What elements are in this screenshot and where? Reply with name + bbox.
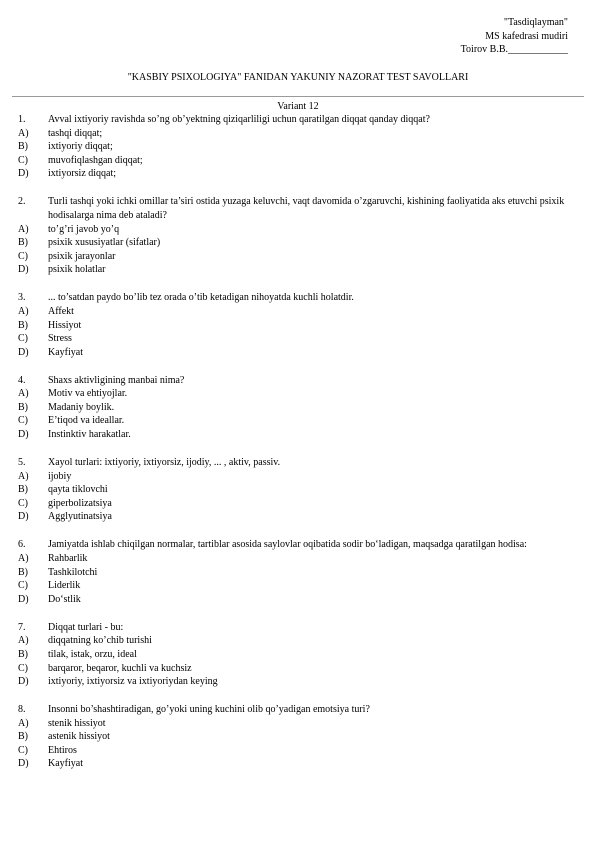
option-text: Do‘stlik xyxy=(48,593,81,605)
question-number: 7. xyxy=(18,621,26,633)
option-text: ixtiyoriy diqqat; xyxy=(48,141,113,153)
option-text: qayta tiklovchi xyxy=(48,484,108,496)
approval-label: "Tasdiqlayman" xyxy=(503,17,568,28)
answer-option xyxy=(18,250,578,264)
option-letter: A) xyxy=(18,470,29,482)
question-line xyxy=(18,195,578,222)
option-letter: D) xyxy=(18,758,29,770)
question-line xyxy=(18,621,578,635)
option-letter: B) xyxy=(18,237,28,249)
answer-option xyxy=(18,236,578,250)
option-text: Stress xyxy=(48,333,72,345)
option-letter: D) xyxy=(18,593,29,605)
option-letter: B) xyxy=(18,731,28,743)
option-text: barqaror, beqaror, kuchli va kuchsiz xyxy=(48,662,192,674)
option-letter: B) xyxy=(18,401,28,413)
question-line xyxy=(18,538,578,552)
option-text: Motiv va ehtiyojlar. xyxy=(48,388,128,400)
answer-option xyxy=(18,154,578,168)
option-text: Kayfiyat xyxy=(48,346,83,358)
option-letter: D) xyxy=(18,264,29,276)
option-text: Ehtiros xyxy=(48,744,77,756)
answer-option xyxy=(18,332,578,346)
option-letter: D) xyxy=(18,168,29,180)
option-text: Instinktiv harakatlar. xyxy=(48,429,131,441)
option-text: psixik xususiyatlar (sifatlar) xyxy=(48,237,161,249)
question-text: Shaxs aktivligining manbai nima? xyxy=(48,374,185,386)
answer-option xyxy=(18,414,578,428)
question-number: 8. xyxy=(18,704,26,716)
answer-option xyxy=(18,127,578,141)
option-letter: B) xyxy=(18,484,28,496)
answer-option xyxy=(18,319,578,333)
question-item xyxy=(18,621,578,689)
answer-option xyxy=(18,566,578,580)
option-text: astenik hissiyot xyxy=(48,731,110,743)
question-number: 3. xyxy=(18,292,26,304)
question-number: 2. xyxy=(18,196,26,208)
question-item xyxy=(18,456,578,524)
answer-option xyxy=(18,305,578,319)
option-letter: B) xyxy=(18,648,28,660)
option-text: psixik holatlar xyxy=(48,264,106,276)
option-letter: C) xyxy=(18,333,28,345)
question-line xyxy=(18,456,578,470)
answer-option xyxy=(18,223,578,237)
question-number: 5. xyxy=(18,457,26,469)
option-text: tashqi diqqat; xyxy=(48,127,103,139)
option-text: ijobiy xyxy=(48,470,72,482)
question-text: ... to’satdan paydo bo’lib tez orada o’tib ketadigan nihoyatda kuchli holatdir. xyxy=(48,292,354,304)
option-letter: A) xyxy=(18,127,29,139)
answer-option xyxy=(18,510,578,524)
answer-option xyxy=(18,675,578,689)
answer-option xyxy=(18,167,578,181)
option-text: muvofiqlashgan diqqat; xyxy=(48,154,143,166)
option-letter: A) xyxy=(18,552,29,564)
question-text: Insonni bo’shashtiradigan, go’yoki uning kuchini olib qo’yadigan emotsiya turi? xyxy=(48,704,370,716)
question-text: Avval ixtiyoriy ravishda so’ng ob’yektning qiziqarliligi uchun qaratilgan diqqat qanday diqqat? xyxy=(48,114,430,125)
approval-block xyxy=(461,16,568,57)
option-text: Tashkilotchi xyxy=(48,566,98,578)
option-text: Agglyutinatsiya xyxy=(48,511,112,523)
option-text: Liderlik xyxy=(48,580,81,592)
answer-option xyxy=(18,263,578,277)
option-text: ixtiyorsiz diqqat; xyxy=(48,168,117,180)
question-item xyxy=(18,374,578,442)
option-letter: C) xyxy=(18,580,28,592)
answer-option xyxy=(18,483,578,497)
answer-option xyxy=(18,662,578,676)
option-letter: B) xyxy=(18,319,28,331)
question-item xyxy=(18,195,578,277)
option-letter: A) xyxy=(18,305,29,317)
question-line xyxy=(18,374,578,388)
option-text: stenik hissiyot xyxy=(48,717,106,729)
option-letter: A) xyxy=(18,717,29,729)
option-letter: A) xyxy=(18,635,29,647)
answer-option xyxy=(18,593,578,607)
question-text: Xayol turlari: ixtiyoriy, ixtiyorsiz, ijodiy, ... , aktiv, passiv. xyxy=(48,457,281,469)
answer-option xyxy=(18,717,578,731)
option-letter: C) xyxy=(18,154,28,166)
option-text: tilak, istak, orzu, ideal xyxy=(48,648,137,660)
option-letter: B) xyxy=(18,141,28,153)
option-letter: D) xyxy=(18,511,29,523)
question-line xyxy=(18,113,578,127)
variant-label: Variant 12 xyxy=(277,101,319,112)
document-title: "KASBIY PSIXOLOGIYA" FANIDAN YAKUNIY NAZORAT TEST SAVOLLARI xyxy=(127,72,469,83)
answer-option xyxy=(18,744,578,758)
answer-option xyxy=(18,757,578,771)
answer-option xyxy=(18,730,578,744)
option-text: giperbolizatsiya xyxy=(48,497,112,509)
option-text: E’tiqod va ideallar. xyxy=(48,415,125,427)
question-line xyxy=(18,703,578,717)
answer-option xyxy=(18,648,578,662)
option-letter: A) xyxy=(18,223,29,235)
option-text: psixik jarayonlar xyxy=(48,250,116,262)
approver-signature: Toirov B.B.____________ xyxy=(460,44,568,56)
option-text: Kayfiyat xyxy=(48,758,83,770)
answer-option xyxy=(18,470,578,484)
question-number: 6. xyxy=(18,539,26,551)
answer-option xyxy=(18,140,578,154)
option-letter: C) xyxy=(18,250,28,262)
question-item xyxy=(18,113,578,181)
question-item xyxy=(18,538,578,606)
option-text: ixtiyoriy, ixtiyorsiz va ixtiyoriydan keying xyxy=(48,676,218,688)
title-divider xyxy=(12,96,584,97)
answer-option xyxy=(18,428,578,442)
question-number: 4. xyxy=(18,374,26,386)
answer-option xyxy=(18,387,578,401)
question-list xyxy=(18,113,578,785)
option-letter: B) xyxy=(18,566,28,578)
answer-option xyxy=(18,634,578,648)
option-letter: C) xyxy=(18,744,28,756)
answer-option xyxy=(18,401,578,415)
answer-option xyxy=(18,346,578,360)
option-text: diqqatning ko’chib turishi xyxy=(48,635,152,647)
option-text: Rahbarlik xyxy=(48,552,88,564)
answer-option xyxy=(18,497,578,511)
approver-position: MS kafedrasi mudiri xyxy=(485,30,568,42)
question-text: Diqqat turlari - bu: xyxy=(48,621,124,633)
option-text: to’g’ri javob yo’q xyxy=(48,223,120,235)
option-letter: C) xyxy=(18,662,28,674)
option-letter: A) xyxy=(18,388,29,400)
option-letter: C) xyxy=(18,497,28,509)
option-text: Madaniy boylik. xyxy=(48,401,115,413)
option-text: Affekt xyxy=(48,305,74,317)
answer-option xyxy=(18,579,578,593)
question-item xyxy=(18,291,578,359)
answer-option xyxy=(18,552,578,566)
option-letter: C) xyxy=(18,415,28,427)
question-text: Turli tashqi yoki ichki omillar ta’siri ostida yuzaga keluvchi, vaqt davomida o’zgaruvchi, kishining faoliyatida aks etuvchi psixik hodisalarga nima deb ataladi? xyxy=(48,196,565,221)
option-letter: D) xyxy=(18,346,29,358)
option-text: Hissiyot xyxy=(48,319,82,331)
option-letter: D) xyxy=(18,429,29,441)
question-item xyxy=(18,703,578,771)
question-text: Jamiyatda ishlab chiqilgan normalar, tartiblar asosida saylovlar oqibatida sodir bo‘ladigan, maqsadga qaratilgan hodisa: xyxy=(48,539,527,551)
question-line xyxy=(18,291,578,305)
question-number: 1. xyxy=(18,114,26,125)
option-letter: D) xyxy=(18,676,29,688)
